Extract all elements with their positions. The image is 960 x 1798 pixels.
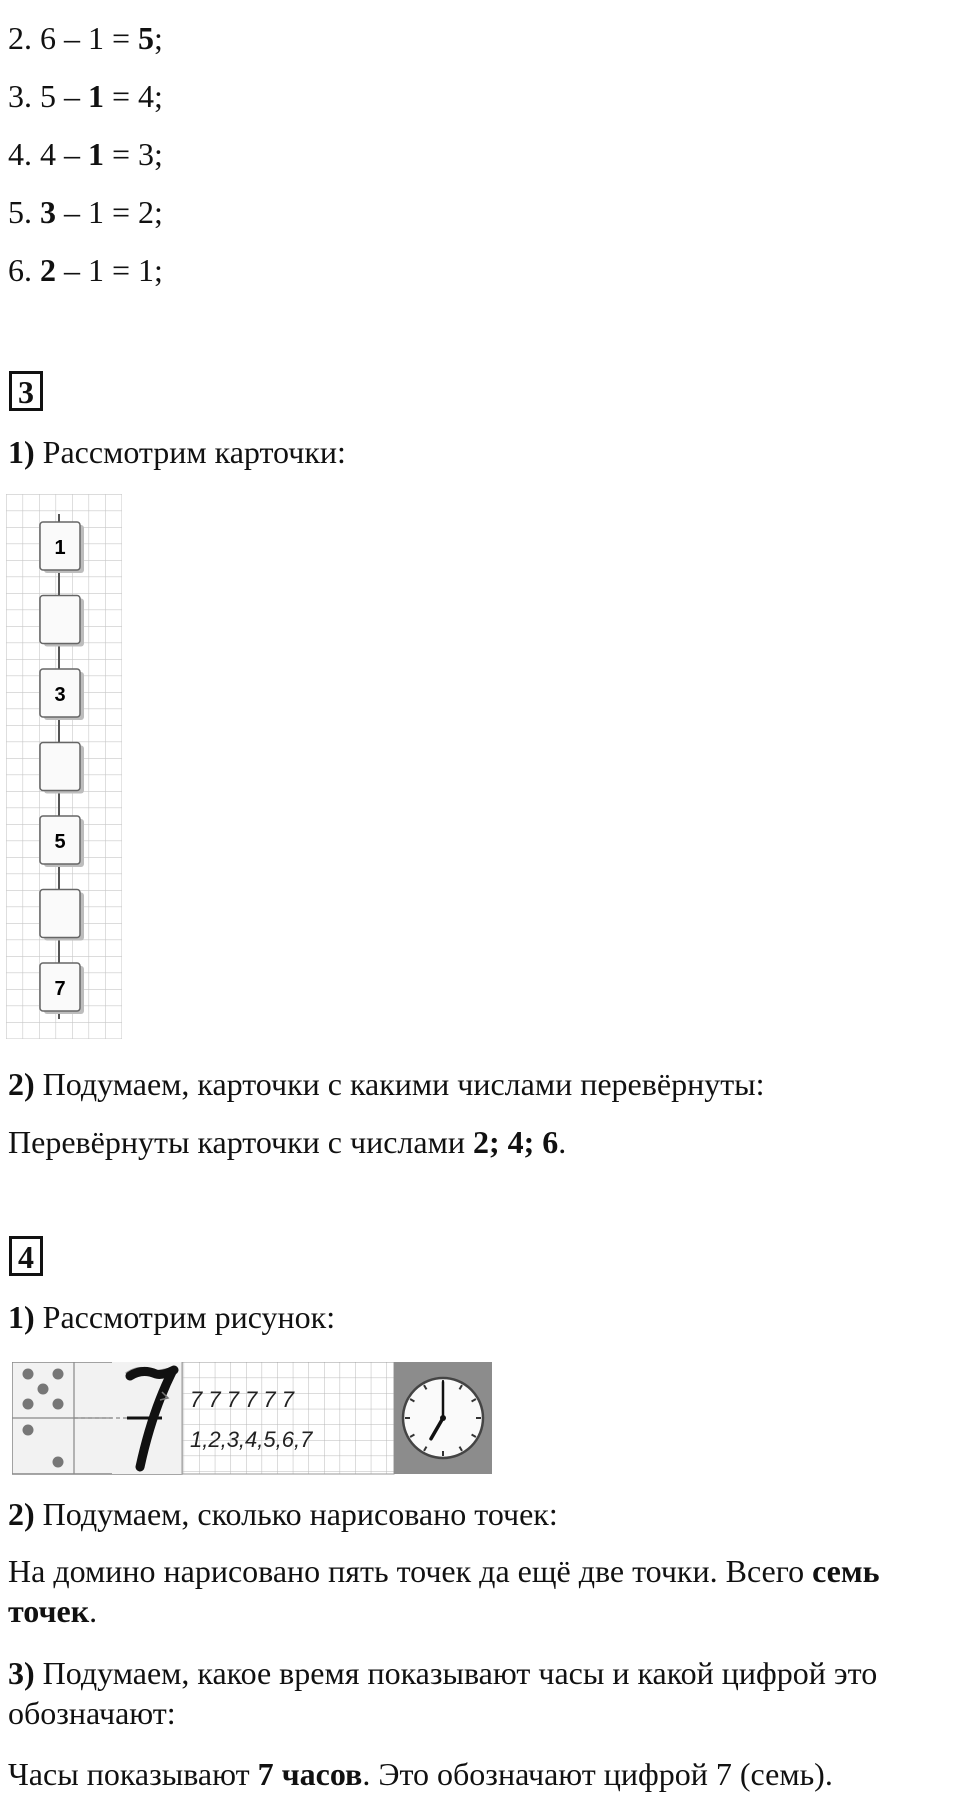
task4-step2	[8, 1494, 558, 1534]
domino-dot	[53, 1399, 64, 1410]
answer-text: Перевёрнуты карточки с числами	[8, 1124, 473, 1160]
domino-dot	[53, 1369, 64, 1380]
answer-bold: точек	[8, 1593, 90, 1629]
semicolon: ;	[154, 136, 163, 172]
semicolon: ;	[154, 252, 163, 288]
practice-row-digits: 1,2,3,4,5,6,7	[190, 1427, 313, 1452]
semicolon: ;	[154, 20, 163, 56]
step-label: 2)	[8, 1066, 35, 1102]
equation-number: 3.	[8, 78, 32, 114]
operator: –	[64, 20, 80, 56]
equals-sign: =	[112, 252, 131, 288]
equation-line	[8, 250, 163, 290]
equation-number: 5.	[8, 194, 32, 230]
minuend: 5	[40, 78, 56, 114]
answer-text: Часы показывают	[8, 1756, 258, 1792]
operator: –	[64, 136, 80, 172]
equation-line	[8, 18, 163, 58]
task3-step1	[8, 432, 346, 472]
card-number: 3	[54, 684, 66, 706]
writing-grid	[182, 1362, 394, 1474]
domino-dot	[23, 1399, 34, 1410]
result: 1	[138, 252, 155, 288]
answer-bold: семь	[812, 1553, 880, 1589]
card-number: 5	[54, 831, 66, 853]
step-text: Рассмотрим рисунок:	[34, 1299, 336, 1335]
step-label: 2)	[8, 1496, 35, 1532]
digit-seven-figure	[12, 1362, 552, 1477]
practice-row-sevens: 7 7 7 7 7 7	[190, 1387, 294, 1412]
answer-bold: 2; 4; 6	[472, 1124, 559, 1160]
flipped-card	[40, 890, 84, 941]
clock-icon	[394, 1362, 492, 1474]
domino-dot	[23, 1425, 34, 1436]
semicolon: ;	[154, 78, 163, 114]
operator: –	[64, 78, 80, 114]
task4-step2-answer	[8, 1551, 954, 1631]
minuend: 3	[40, 194, 56, 230]
answer-suffix: .	[558, 1124, 567, 1160]
equation-number: 6.	[8, 252, 32, 288]
subtrahend: 1	[88, 252, 104, 288]
step-label: 1)	[8, 1299, 35, 1335]
flipped-card	[40, 743, 84, 794]
answer-suffix: . Это обозначают цифрой 7 (семь).	[362, 1756, 833, 1792]
domino-dot	[23, 1369, 34, 1380]
task4-step3-answer	[8, 1754, 833, 1794]
subtrahend: 1	[88, 136, 104, 172]
task4-step1	[8, 1297, 335, 1337]
task4-step3	[8, 1653, 954, 1733]
minuend: 6	[40, 20, 56, 56]
task-number-4: 4	[9, 1236, 43, 1276]
equals-sign: =	[112, 78, 131, 114]
number-card	[40, 669, 84, 720]
answer-suffix: .	[89, 1593, 98, 1629]
subtrahend: 1	[88, 78, 104, 114]
step-label: 3)	[8, 1655, 35, 1691]
task3-answer	[8, 1122, 566, 1162]
equation-number: 4.	[8, 136, 32, 172]
card-number: 1	[54, 537, 66, 559]
minuend: 4	[40, 136, 56, 172]
subtrahend: 1	[88, 20, 104, 56]
number-card	[40, 963, 84, 1014]
equation-number: 2.	[8, 20, 32, 56]
domino-dot	[53, 1457, 64, 1468]
result: 3	[138, 136, 155, 172]
operator: –	[64, 194, 80, 230]
equation-line	[8, 192, 163, 232]
equals-sign: =	[112, 194, 131, 230]
answer-bold: 7 часов	[257, 1756, 363, 1792]
step-label: 1)	[8, 434, 35, 470]
domino-dot	[38, 1384, 49, 1395]
flipped-card	[40, 596, 84, 647]
equals-sign: =	[112, 20, 131, 56]
result: 2	[138, 194, 155, 230]
cards-figure	[6, 494, 122, 1039]
number-card	[40, 816, 84, 867]
step-text: Подумаем, карточки с какими числами перевёрнуты:	[34, 1066, 765, 1102]
minuend: 2	[40, 252, 56, 288]
operator: –	[64, 252, 80, 288]
equals-sign: =	[112, 136, 131, 172]
semicolon: ;	[154, 194, 163, 230]
number-card	[40, 522, 84, 573]
subtrahend: 1	[88, 194, 104, 230]
result: 4	[138, 78, 155, 114]
answer-text: На домино нарисовано пять точек да ещё две точки. Всего	[8, 1553, 813, 1589]
step-text: Подумаем, какое время показывают часы и какой цифрой это обозначают:	[8, 1655, 878, 1731]
step-text: Подумаем, сколько нарисовано точек:	[34, 1496, 558, 1532]
task-number-3: 3	[9, 371, 43, 411]
equation-line	[8, 134, 163, 174]
task3-step2	[8, 1064, 765, 1104]
equation-line	[8, 76, 163, 116]
result: 5	[138, 20, 155, 56]
step-text: Рассмотрим карточки:	[34, 434, 346, 470]
card-number: 7	[54, 978, 66, 1000]
